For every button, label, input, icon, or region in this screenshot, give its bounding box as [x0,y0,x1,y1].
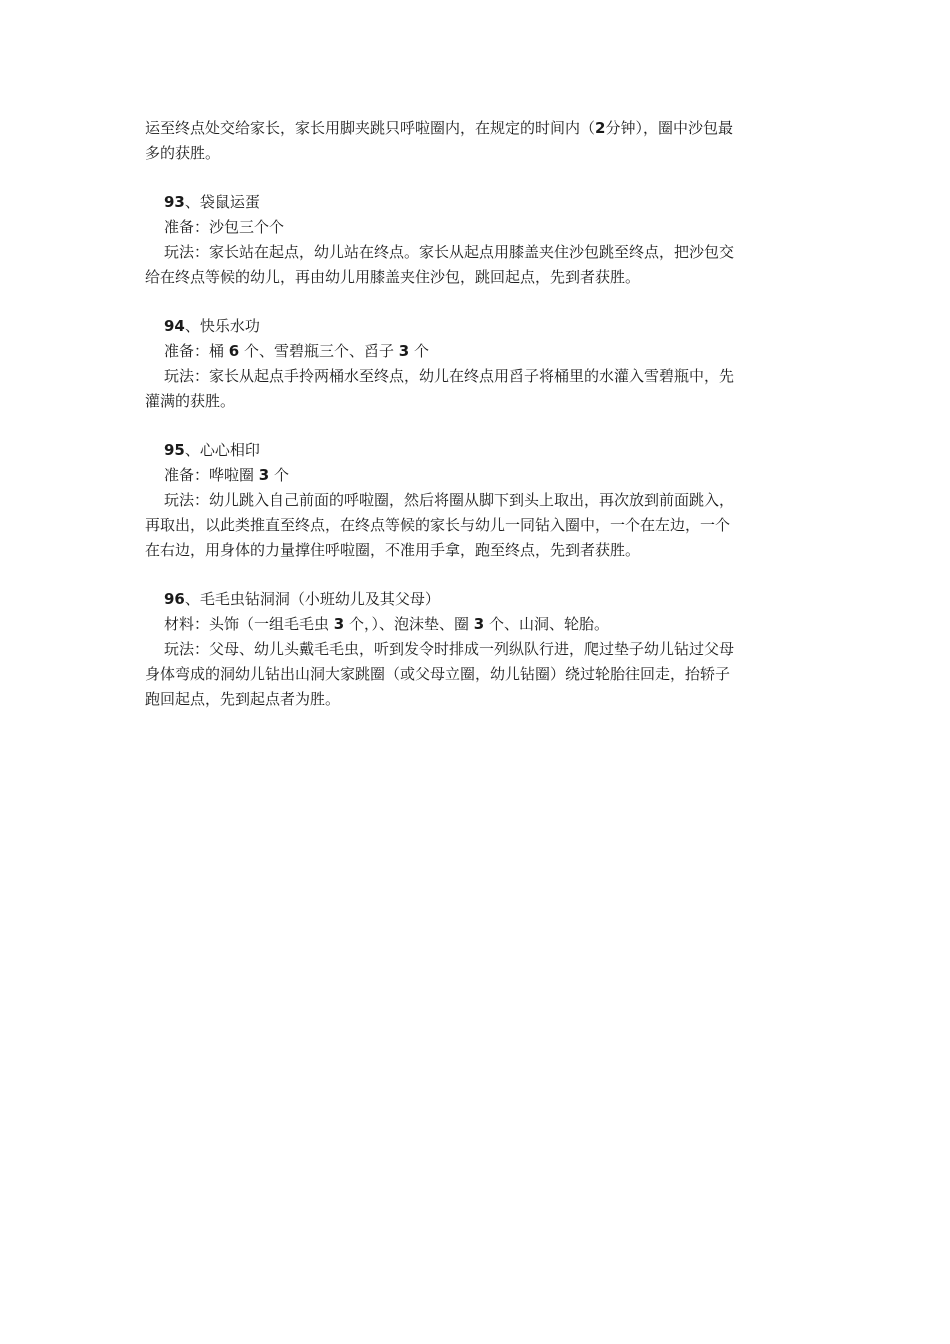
intro-line-1 [145,116,810,141]
game-title: 、快乐水功 [184,317,260,335]
game-prep [145,612,810,637]
section-gap [145,414,810,438]
prep-text: 个，）、泡沫垫、圈 [344,615,474,633]
game-play-line: 玩法：幼儿跳入自己前面的呼啦圈，然后将圈从脚下到头上取出，再次放到前面跳入， [164,491,735,509]
prep-text: 准备：桶 [164,342,229,360]
game-heading [145,438,810,463]
prep-text: 个、雪碧瓶三个、舀子 [239,342,399,360]
game-number: 94 [164,317,185,335]
game-title: 、毛毛虫钻洞洞（小班幼儿及其父母） [184,590,440,608]
game-play-line: 跑回起点，先到起点者为胜。 [145,690,341,708]
intro-text: 分钟），圈中沙包最 [605,119,733,137]
game-play-line: 给在终点等候的幼儿，再由幼儿用膝盖夹住沙包，跳回起点，先到者获胜。 [145,268,641,286]
prep-text: 个 [269,466,289,484]
game-prep [145,463,810,488]
game-play-line: 身体弯成的洞幼儿钻出山洞大家跳圈（或父母立圈，幼儿钻圈）绕过轮胎往回走，抬轿子 [145,665,731,683]
game-title: 、心心相印 [184,441,260,459]
prep-number: 3 [333,615,345,633]
intro-line-2: 多的获胜。 [145,144,221,162]
document-body [145,116,810,712]
game-play-line: 灌满的获胜。 [145,392,236,410]
prep-text: 个、山洞、轮胎。 [484,615,609,633]
game-number: 93 [164,193,185,211]
prep-number: 3 [398,342,410,360]
prep-number: 3 [258,466,270,484]
prep-number: 6 [228,342,240,360]
game-play-line: 在右边，用身体的力量撑住呼啦圈，不准用手拿，跑至终点，先到者获胜。 [145,541,641,559]
game-play-line: 玩法：家长站在起点，幼儿站在终点。家长从起点用膝盖夹住沙包跳至终点，把沙包交 [164,243,735,261]
intro-number: 2 [595,119,606,137]
game-play-line: 再取出，以此类推直至终点，在终点等候的家长与幼儿一同钻入圈中，一个在左边，一个 [145,516,731,534]
game-prep: 准备：沙包三个个 [164,218,285,236]
prep-text: 材料：头饰（一组毛毛虫 [164,615,334,633]
game-heading [145,190,810,215]
game-heading [145,314,810,339]
prep-number: 3 [473,615,485,633]
section-gap [145,166,810,190]
game-play-line: 玩法：父母、幼儿头戴毛毛虫，听到发令时排成一列纵队行进，爬过垫子幼儿钻过父母 [164,640,735,658]
game-heading [145,587,810,612]
intro-text: 运至终点处交给家长，家长用脚夹跳只呼啦圈内，在规定的时间内（ [145,119,596,137]
game-number: 96 [164,590,185,608]
section-gap [145,290,810,314]
prep-text: 个 [409,342,429,360]
prep-text: 准备：哗啦圈 [164,466,259,484]
game-prep [145,339,810,364]
section-gap [145,563,810,587]
game-play-line: 玩法：家长从起点手拎两桶水至终点，幼儿在终点用舀子将桶里的水灌入雪碧瓶中，先 [164,367,735,385]
game-title: 、袋鼠运蛋 [184,193,260,211]
game-number: 95 [164,441,185,459]
